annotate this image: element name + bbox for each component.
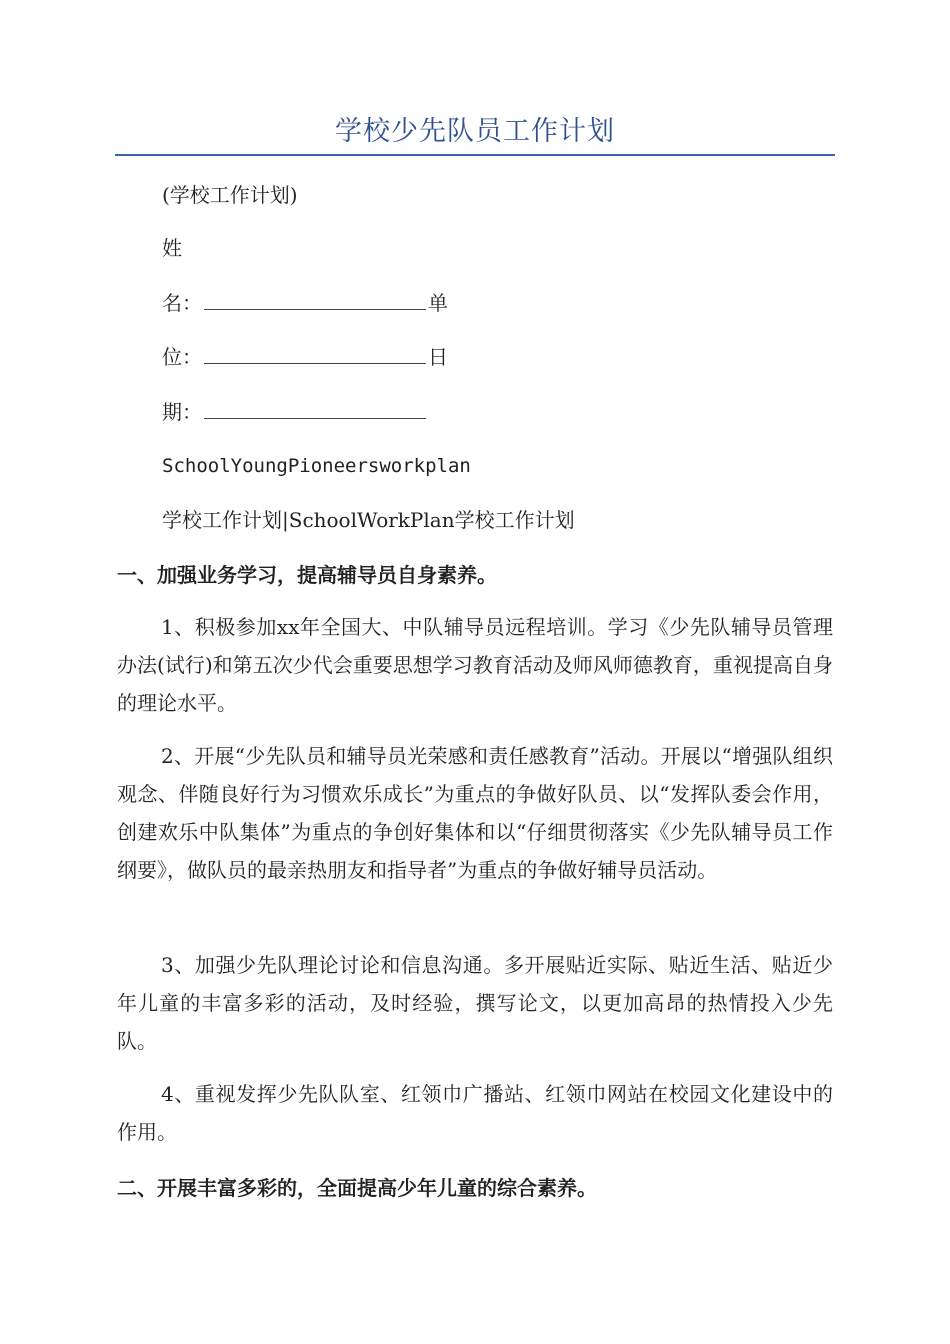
date-char: 日 (428, 345, 448, 369)
date-blank (204, 398, 426, 419)
unit-label: 位： (162, 345, 202, 369)
title-underline (115, 154, 835, 156)
section1-item-4: 4、重视发挥少先队队室、红领巾广播站、红领巾网站在校园文化建设中的作用。 (117, 1082, 833, 1144)
section1-heading: 一、加强业务学习，提高辅导员自身素养。 (117, 563, 497, 587)
subtitle: (学校工作计划) (162, 183, 298, 207)
unit-char: 单 (428, 291, 448, 315)
section1-item-3: 3、加强少先队理论讨论和信息沟通。多开展贴近实际、贴近生活、贴近少年儿童的丰富多彩的活动，及时经验，撰写论文，以更加高昂的热情投入少先队。 (117, 953, 833, 1053)
name-char: 姓 (162, 236, 182, 260)
document-title: 学校少先队员工作计划 (335, 116, 615, 147)
name-field-line (162, 288, 448, 318)
category-line: 学校工作计划|SchoolWorkPlan学校工作计划 (162, 508, 575, 532)
date-field-line (162, 397, 428, 427)
unit-blank (204, 343, 426, 364)
section1-item-2: 2、开展“少先队员和辅导员光荣感和责任感教育”活动。开展以“增强队组织观念、伴随良好行为习惯欢乐成长”为重点的争做好队员、以“发挥队委会作用，创建欢乐中队集体”为重点的争创好集体和以“仔细贯彻落实《少先队辅导员工作纲要》，做队员的最亲热朋友和指导者”为重点的争做好辅导员活动。 (117, 744, 833, 882)
name-char-line (162, 233, 182, 263)
name-label: 名： (162, 291, 202, 315)
unit-field-line (162, 342, 448, 372)
english-title: SchoolYoungPioneersworkplan (162, 455, 471, 477)
section1-item-1: 1、积极参加xx年全国大、中队辅导员远程培训。学习《少先队辅导员管理办法(试行)和第五次少代会重要思想学习教育活动及师风师德教育，重视提高自身的理论水平。 (117, 615, 833, 715)
section2-heading: 二、开展丰富多彩的，全面提高少年儿童的综合素养。 (117, 1176, 597, 1200)
date-label: 期： (162, 400, 202, 424)
name-blank (204, 289, 426, 310)
